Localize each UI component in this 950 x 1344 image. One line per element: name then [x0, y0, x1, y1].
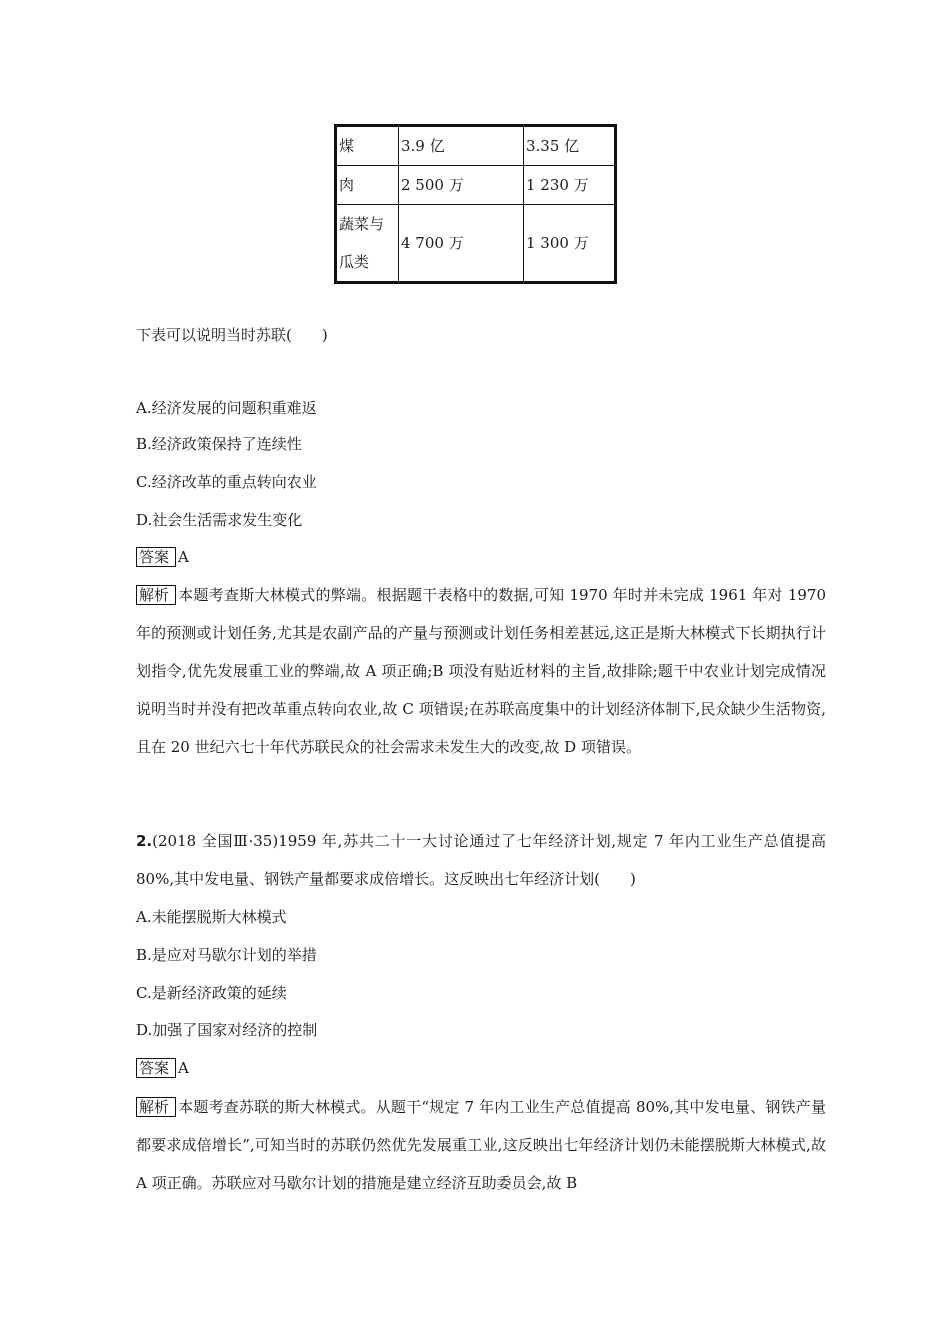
q1-option-a: A.经济发展的问题积重难返	[136, 399, 317, 417]
q1-option-d: D.社会生活需求发生变化	[136, 511, 303, 529]
table-cell-plan: 2 500 万	[399, 166, 524, 205]
production-table	[334, 124, 617, 284]
q1-option-b: B.经济政策保持了连续性	[136, 435, 302, 453]
question-number: 2.	[136, 832, 153, 850]
analysis-text: 本题考查苏联的斯大林模式。从题干“规定 7 年内工业生产总值提高 80%,其中发电量、钢铁产量都要求成倍增长”,可知当时的苏联仍然优先发展重工业,这反映出七年经济计划仍未能摆脱斯大林模式,故 A 项正确。苏联应对马歇尔计划的措施是建立经济互助委员会,故 B	[136, 1098, 826, 1192]
table-cell-item: 煤	[336, 126, 399, 166]
table-row	[336, 205, 616, 283]
table-cell-item: 蔬菜与瓜类	[336, 205, 399, 283]
q2-option-b: B.是应对马歇尔计划的举措	[136, 946, 317, 964]
q1-analysis	[136, 576, 826, 766]
q1-stem: 下表可以说明当时苏联( )	[136, 326, 328, 344]
q1-option-c: C.经济改革的重点转向农业	[136, 473, 317, 491]
table-cell-plan: 3.9 亿	[399, 126, 524, 166]
q1-answer	[136, 547, 189, 567]
table-cell-actual: 3.35 亿	[524, 126, 616, 166]
table-row	[336, 126, 616, 166]
answer-tag: 答案	[136, 1058, 176, 1078]
table-cell-item: 肉	[336, 166, 399, 205]
q2-stem: (2018 全国Ⅲ·35)1959 年,苏共二十一大讨论通过了七年经济计划,规定 7 年内工业生产总值提高 80%,其中发电量、钢铁产量都要求成倍增长。这反映出七年经济计划( )	[136, 832, 826, 888]
table-cell-plan: 4 700 万	[399, 205, 524, 283]
q2-answer	[136, 1058, 189, 1078]
table-cell-actual: 1 300 万	[524, 205, 616, 283]
q2-analysis	[136, 1088, 826, 1202]
analysis-tag: 解析	[136, 585, 176, 605]
analysis-tag: 解析	[136, 1097, 176, 1117]
q2-option-d: D.加强了国家对经济的控制	[136, 1021, 318, 1039]
q2-option-a: A.未能摆脱斯大林模式	[136, 908, 287, 926]
analysis-text: 本题考查斯大林模式的弊端。根据题干表格中的数据,可知 1970 年时并未完成 1961 年对 1970 年的预测或计划任务,尤其是农副产品的产量与预测或计划任务相差甚远,这正是斯大林模式下长期执行计划指令,优先发展重工业的弊端,故 A 项正确;B 项没有贴近材料的主旨,故排除;题干中农业计划完成情况说明当时并没有把改革重点转向农业,故 C 项错误;在苏联高度集中的计划经济体制下,民众缺少生活物资,且在 20 世纪六七十年代苏联民众的社会需求未发生大的改变,故 D 项错误。	[136, 586, 826, 756]
q2-stem-block	[136, 822, 826, 898]
q2-option-c: C.是新经济政策的延续	[136, 984, 287, 1002]
table-cell-actual: 1 230 万	[524, 166, 616, 205]
answer-tag: 答案	[136, 547, 176, 567]
answer-value: A	[178, 1059, 189, 1077]
table-row	[336, 166, 616, 205]
answer-value: A	[178, 548, 189, 566]
